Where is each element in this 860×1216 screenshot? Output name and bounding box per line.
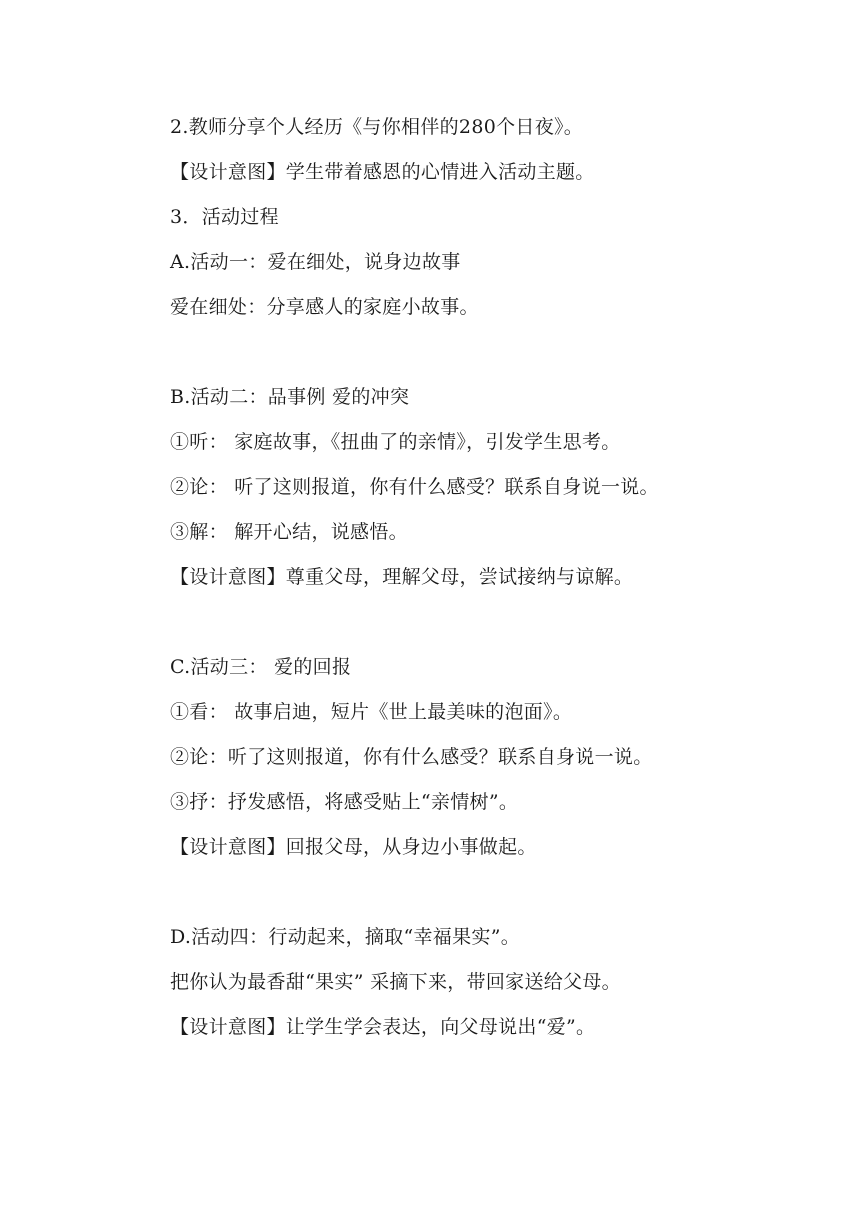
activity-3-step-watch: ①看： 故事启迪，短片《世上最美味的泡面》。 xyxy=(170,701,573,723)
activity-2-step-resolve: ③解： 解开心结，说感悟。 xyxy=(170,521,408,543)
activity-3-step-express: ③抒：抒发感悟，将感受贴上“亲情树”。 xyxy=(170,791,519,813)
activity-2-step-discuss: ②论： 听了这则报道，你有什么感受？联系自身说一说。 xyxy=(170,476,659,498)
activity-2-heading: B.活动二：品事例 爱的冲突 xyxy=(170,386,410,408)
activity-3-heading: C.活动三： 爱的回报 xyxy=(170,656,352,678)
section-heading-activity-process: 3．活动过程 xyxy=(170,206,279,228)
activity-4-desc: 把你认为最香甜“果实” 采摘下来，带回家送给父母。 xyxy=(170,971,621,993)
design-intent-4: 【设计意图】让学生学会表达，向父母说出“爱”。 xyxy=(170,1016,596,1038)
activity-1-heading: A.活动一：爱在细处，说身边故事 xyxy=(170,251,461,273)
activity-2-step-listen: ①听： 家庭故事，《扭曲了的亲情》，引发学生思考。 xyxy=(170,431,621,453)
design-intent-1: 【设计意图】学生带着感恩的心情进入活动主题。 xyxy=(170,161,595,183)
design-intent-2: 【设计意图】尊重父母，理解父母，尝试接纳与谅解。 xyxy=(170,566,634,588)
design-intent-3: 【设计意图】回报父母，从身边小事做起。 xyxy=(170,836,537,858)
teacher-share-line: 2.教师分享个人经历《与你相伴的280个日夜》。 xyxy=(170,116,584,138)
activity-3-step-discuss: ②论：听了这则报道，你有什么感受？联系自身说一说。 xyxy=(170,746,653,768)
activity-4-heading: D.活动四：行动起来，摘取“幸福果实”。 xyxy=(170,926,521,948)
activity-1-desc: 爱在细处：分享感人的家庭小故事。 xyxy=(170,296,479,318)
